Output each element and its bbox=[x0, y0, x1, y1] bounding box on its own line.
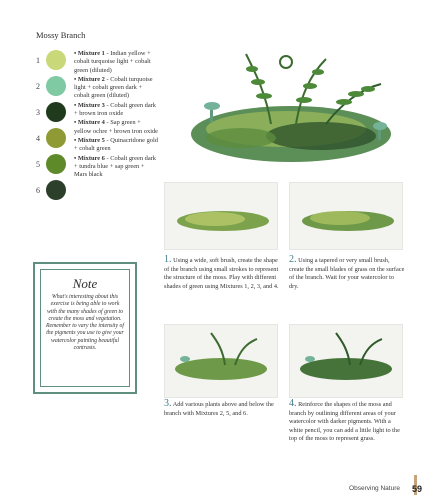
swatch-5 bbox=[46, 154, 66, 174]
mixture-item: • Mixture 1 - Indian yellow + cobalt turquoise light + cobalt green (diluted) bbox=[74, 50, 151, 74]
swatch-2 bbox=[46, 76, 66, 96]
mossy-branch-illustration bbox=[176, 34, 406, 179]
step-1-photo bbox=[164, 182, 278, 250]
step-text: Add various plants above and below the branch with Mixtures 2, 5, and 6. bbox=[164, 401, 274, 417]
step-number: 1. bbox=[164, 254, 172, 265]
footer-label: Observing Nature bbox=[349, 485, 400, 492]
swatch-3 bbox=[46, 102, 66, 122]
step-number: 2. bbox=[289, 254, 297, 265]
mixture-item: • Mixture 4 - Sap green + yellow ochre + brown iron oxide bbox=[74, 119, 158, 135]
swatch-number: 6 bbox=[36, 186, 40, 195]
swatch-4 bbox=[46, 128, 66, 148]
step-number: 4. bbox=[289, 398, 297, 409]
swatch-number: 2 bbox=[36, 82, 40, 91]
swatch-number: 5 bbox=[36, 160, 40, 169]
step-text: Using a tapered or very small brush, create the small blades of grass on the surface of the branch. Wait for your watercolor to dry. bbox=[289, 257, 405, 290]
note-title: Note bbox=[72, 276, 98, 291]
step-3 bbox=[164, 400, 282, 418]
mixture-item: • Mixture 3 - Cobalt green dark + brown iron oxide bbox=[74, 101, 156, 118]
mixture-list bbox=[74, 50, 158, 179]
step-4 bbox=[289, 400, 405, 444]
mixture-item: • Mixture 6 - Cobalt green dark + tundra blue + sap green + Mars black bbox=[74, 154, 156, 179]
page-number: 59 bbox=[411, 484, 422, 494]
note-box bbox=[33, 262, 137, 394]
step-2-photo bbox=[289, 182, 403, 250]
swatch-number: 4 bbox=[36, 134, 40, 143]
step-number: 3. bbox=[164, 398, 172, 409]
swatch-number: 1 bbox=[36, 56, 40, 65]
mixture-item: • Mixture 2 - Cobalt turquoise light + cobalt green dark + cobalt green (diluted) bbox=[74, 75, 153, 100]
swatch-6 bbox=[46, 180, 66, 200]
step-3-photo bbox=[164, 324, 278, 398]
swatch-1 bbox=[46, 50, 66, 70]
swatch-number: 3 bbox=[36, 108, 40, 117]
step-text: Using a wide, soft brush, create the shape of the branch using small strokes to represent the structure of the moss. Play with different shades of green using Mixtures 1, 2, 3, and 4. bbox=[164, 257, 279, 290]
mixture-item: • Mixture 5 - Quinacridone gold + cobalt green bbox=[74, 136, 158, 153]
step-text: Reinforce the shapes of the moss and branch by outlining different areas of your watercolor with darker pigments. With a white pencil, you can add a little light to the top of the moss to represent grass. bbox=[289, 401, 400, 442]
step-1 bbox=[164, 256, 282, 291]
note-frame bbox=[40, 269, 130, 387]
step-4-photo bbox=[289, 324, 403, 398]
note-text: What's interesting about this exercise is being able to work with the many shades of green to create the moss and vegetation. Remember to vary the intensity of the pigments you use to give your watercolor painting beautiful contrasts. bbox=[45, 294, 125, 352]
section-title: Mossy Branch bbox=[36, 30, 86, 40]
step-2 bbox=[289, 256, 405, 291]
